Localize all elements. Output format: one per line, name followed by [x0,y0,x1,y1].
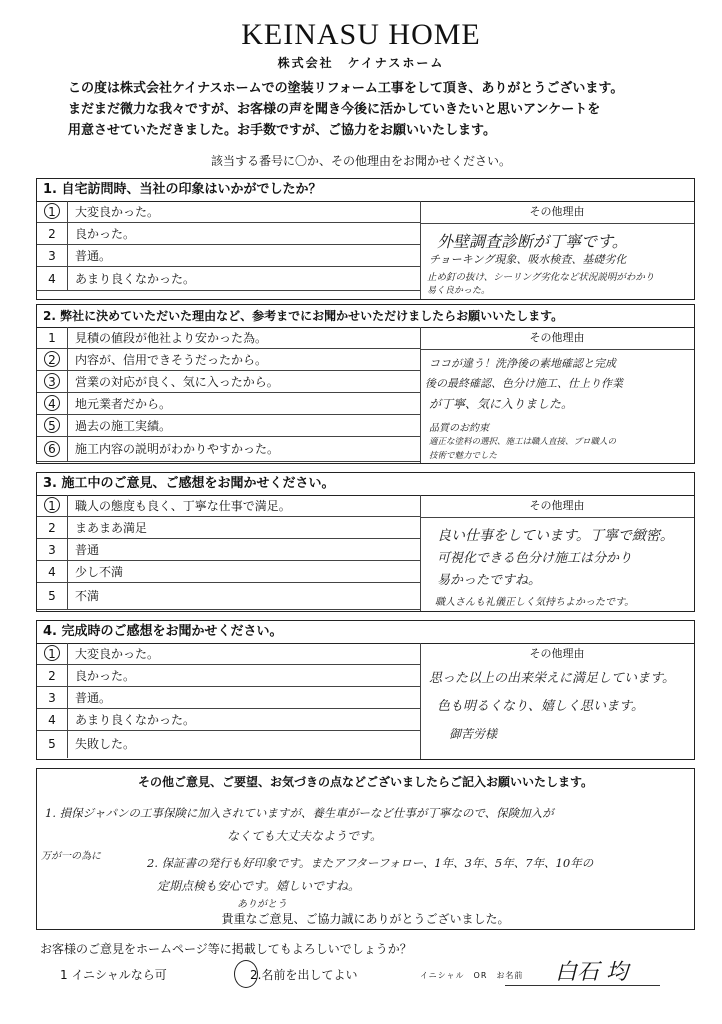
option-label: 普通。 [75,691,112,705]
other-comments-box [36,768,695,930]
handwritten-reason: 御苦労様 [449,727,498,741]
thanks-text: 貴重なご意見、ご協力誠にありがとうございました。 [221,912,510,926]
option-row: 3 普通 [37,539,420,561]
option-label: まあまあ満足 [75,521,148,535]
option-label: 施工内容の説明がわかりやすかった。 [75,442,280,456]
section-grid [37,643,694,759]
reason-header: その他理由 [420,201,694,224]
option-row: 4 少し不満 [37,561,420,583]
handwritten-comment: 万が一の為に [41,851,101,862]
section-grid [37,201,694,299]
intro-line: この度は株式会社ケイナスホームでの塗装リフォーム工事をして頂き、ありがとうございます。 [68,81,624,96]
handwritten-reason: チョーキング現象、吸水検査、基礎劣化 [429,253,627,266]
handwritten-reason: 外壁調査診断が丁寧です。 [437,232,628,251]
handwritten-reason: 適正な塗料の選択、施工は職人直接、プロ職人の [429,437,617,447]
other-comments-title: その他ご意見、ご要望、お気づきの点などございましたらご記入お願いいたします。 [137,775,594,789]
option-row: 2 内容が、信用できそうだったから。 [37,349,420,371]
handwritten-comment: 2. 保証書の発行も好印象です。またアフターフォロー、1年、3年、5年、7年、10年の [147,856,594,870]
option-row: 6 施工内容の説明がわかりやすかった。 [37,437,420,462]
publish-question: お客様のご意見をホームページ等に掲載してもよろしいでしょうか？ [40,942,412,956]
handwritten-reason: 思った以上の出来栄えに満足しています。 [429,671,675,686]
option-label: 少し不満 [75,565,124,579]
option-row: 3 営業の対応が良く、気に入ったから。 [37,371,420,393]
reason-header: その他理由 [529,647,585,660]
handwritten-reason: 後の最終確認、色分け施工、仕上り作業 [425,377,623,390]
section-3 [36,472,695,612]
option-row: 4 あまり良くなかった。 [37,267,420,291]
option-label: 普通。 [75,249,112,263]
handwritten-reason: 易かったですね。 [437,573,542,588]
section-2 [36,304,695,464]
section-4 [36,620,695,760]
option-row: 4 あまり良くなかった。 [37,709,420,731]
signature: 白石 均 [555,960,628,985]
section-1 [36,178,695,300]
brand-title: KEINASU HOME [241,18,481,51]
section-title: 2. 弊社に決めていただいた理由など、参考までにお聞かせいただけましたらお願いいたします。 [37,305,694,328]
option-row: 3 普通。 [37,245,420,267]
handwritten-reason: ココが違う！洗浄後の素地確認と完成 [429,357,616,370]
company-name: 株式会社 ケイナスホーム [277,56,445,70]
option-label: 見積の値段が他社より安かった為。 [75,331,268,345]
option-label: 普通 [75,543,100,557]
intro-text [68,78,668,141]
handwritten-comment: ありがとう [237,899,287,910]
instruction: 該当する番号に〇か、その他理由をお聞かせください。 [210,154,511,168]
handwritten-reason: が丁寧、気に入りました。 [429,397,574,411]
option-row: 2 まあまあ満足 [37,517,420,539]
section-grid [37,495,694,611]
name-field-label: イニシャル OR お名前 [420,971,524,980]
reason-header: その他理由 [420,327,694,350]
option-row: 5 不満 [37,583,420,610]
handwritten-reason: 職人さんも礼儀正しく気持ちよかったです。 [435,597,635,608]
handwritten-reason: 技術で魅力でした [429,451,498,461]
handwritten-reason: 色も明るくなり、嬉しく思います。 [437,699,644,714]
option-initial: 1 イニシャルなら可 [60,968,167,982]
option-label: 良かった。 [75,669,136,683]
handwritten-reason: 止め釘の抜け、シーリング劣化など状況説明がわかり [427,272,655,283]
section-title: 4. 完成時のご感想をお聞かせください。 [37,621,694,644]
handwritten-comment: なくても大丈夫なようです。 [227,829,383,843]
option-label: 内容が、信用できそうだったから。 [75,353,268,367]
option-row: 4 地元業者だから。 [37,393,420,415]
option-label: 職人の態度も良く、丁寧な仕事で満足。 [75,499,291,513]
reason-header: その他理由 [420,495,694,518]
handwritten-reason: 可視化できる色分け施工は分かり [437,551,633,566]
option-row: 5 失敗した。 [37,731,420,758]
option-label: あまり良くなかった。 [75,272,196,286]
option-label: 大変良かった。 [75,205,160,219]
handwritten-comment: 1. 損保ジャパンの工事保険に加入されていますが、養生車がーなど仕事が丁寧なので、保険加入が [45,806,554,820]
option-row: 1 大変良かった。 [37,201,420,223]
option-row: 2 良かった。 [37,223,420,245]
option-label: 不満 [75,589,100,603]
intro-line: 用意させていただきました。お手数ですが、ご協力をお願いいたします。 [68,123,496,138]
option-row: 2 良かった。 [37,665,420,687]
option-label: 大変良かった。 [75,647,160,661]
option-row: 1 見積の値段が他社より安かった為。 [37,327,420,349]
option-label: 良かった。 [75,227,136,241]
option-label: 過去の施工実績。 [75,419,172,433]
option-label: 失敗した。 [75,737,136,751]
option-row: 5 過去の施工実績。 [37,415,420,437]
option-row: 1 大変良かった。 [37,643,420,665]
section-title: 3. 施工中のご意見、ご感想をお聞かせください。 [37,473,694,496]
option-label: 地元業者だから。 [75,397,172,411]
option-label: 営業の対応が良く、気に入ったから。 [75,375,279,389]
section-title: 1. 自宅訪問時、当社の印象はいかがでしたか？ [37,179,694,202]
handwritten-reason: 易く良かった。 [427,286,491,296]
option-row: 1 職人の態度も良く、丁寧な仕事で満足。 [37,495,420,517]
intro-line: まだまだ微力な我々ですが、お客様の声を聞き今後に活かしていきたいと思いアンケートを [68,102,601,117]
handwritten-comment: 定期点検も安心です。嬉しいですね。 [157,879,361,893]
handwritten-reason: 品質のお約束 [429,423,489,434]
option-row: 3 普通。 [37,687,420,709]
section-grid [37,327,694,463]
handwritten-reason: 良い仕事をしています。丁寧で緻密。 [437,528,674,544]
option-name: 2.名前を出してよい [250,968,358,982]
option-label: あまり良くなかった。 [75,713,196,727]
